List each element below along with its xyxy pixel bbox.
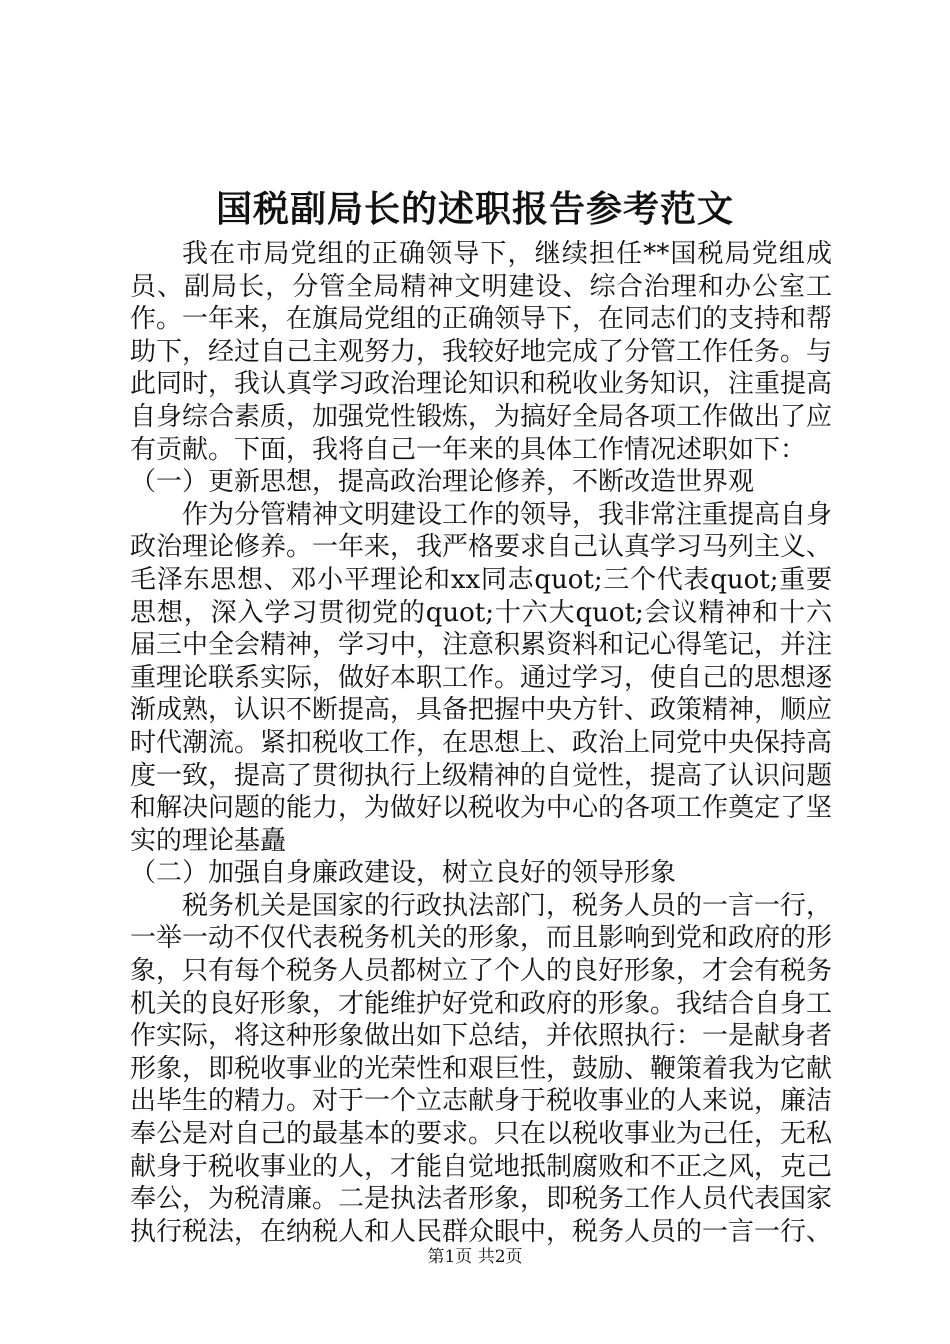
intro-paragraph: 我在市局党组的正确领导下，继续担任**国税局党组成员、副局长，分管全局精神文明建设、综合治理和办公室工作。一年来，在旗局党组的正确领导下，在同志们的支持和帮助下，经过自己主观努力，我较好地完成了分管工作任务。与此同时，我认真学习政治理论知识和税收业务知识，注重提高自身综合素质，加强党性锻炼，为搞好全局各项工作做出了应有贡献。下面，我将自己一年来的具体工作情况述职如下： [130,239,833,465]
section-heading-2: （二）加强自身廉政建设，树立良好的领导形象 [130,858,677,889]
section-2-paragraph: 税务机关是国家的行政执法部门，税务人员的一言一行，一举一动不仅代表税务机关的形象，而且影响到党和政府的形象，只有每个税务人员都树立了个人的良好形象，才会有税务机关的良好形象，才能维护好党和政府的形象。我结合自身工作实际，将这种形象做出如下总结，并依照执行：一是献身者形象，即税收事业的光荣性和艰巨性，鼓励、鞭策着我为它献出毕生的精力。对于一个立志献身于税收事业的人来说，廉洁奉公是对自己的最基本的要求。只在以税收事业为己任，无私献身于税收事业的人，才能自觉地抵制腐败和不正之风，克己奉公，为税清廉。二是执法者形象，即税务工作人员代表国家执行税法，在纳税人和人民群众眼中，税务人员的一言一行、 [130,890,833,1247]
section-1-paragraph: 作为分管精神文明建设工作的领导，我非常注重提高自身政治理论修养。一年来，我严格要求自己认真学习马列主义、毛泽东思想、邓小平理论和xx同志quot;三个代表quot;重要思想，深入学习贯彻党的quot;十六大quot;会议精神和十六届三中全会精神，学习中，注意积累资料和记心得笔记，并注重理论联系实际，做好本职工作。通过学习，使自己的思想逐渐成熟，认识不断提高，具备把握中央方针、政策精神，顺应时代潮流。紧扣税收工作，在思想上、政治上同党中央保持高度一致，提高了贯彻执行上级精神的自觉性，提高了认识问题和解决问题的能力，为做好以税收为中心的各项工作奠定了坚实的理论基矗 [130,499,833,856]
document-title: 国税副局长的述职报告参考范文 [215,188,734,230]
section-heading-1: （一）更新思想，提高政治理论修养，不断改造世界观 [130,467,755,498]
page-number-footer: 第1页 共2页 [427,1247,523,1267]
document-body [130,238,832,1248]
